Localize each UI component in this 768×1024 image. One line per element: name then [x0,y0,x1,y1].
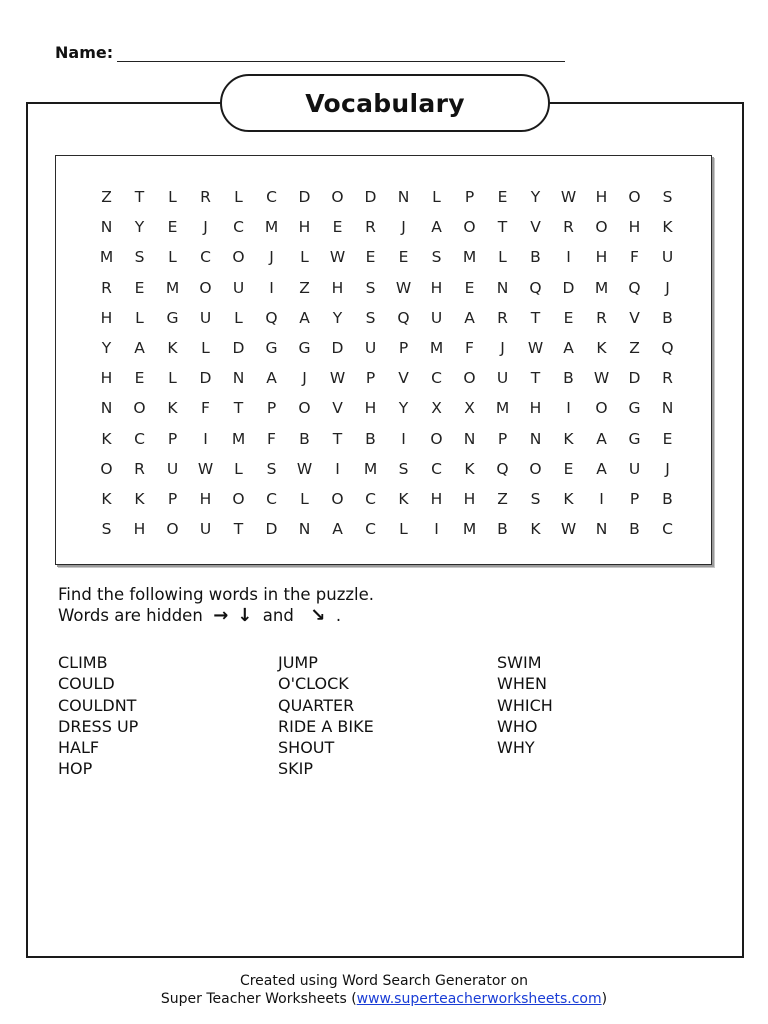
grid-letter: H [430,278,443,297]
page-title: Vocabulary [305,88,465,118]
grid-letter: Y [101,339,112,358]
grid-letter: W [197,459,214,478]
grid-letter: O [166,520,179,539]
grid-letter: E [134,369,145,388]
grid-letter: C [662,520,673,539]
grid-letter: B [497,520,508,539]
word-item: CLIMB [58,653,108,672]
grid-letter: K [101,489,112,508]
grid-letter: S [530,489,541,508]
grid-letter: D [331,339,344,358]
grid-letter: A [299,308,310,327]
grid-letter: M [462,248,477,267]
grid-letter: L [432,188,441,207]
grid-letter: G [166,308,179,327]
grid-letter: H [331,278,344,297]
grid-letter: T [497,218,508,237]
grid-letter: R [596,308,607,327]
grid-letter: O [100,459,113,478]
grid-letter: K [563,489,574,508]
grid-letter: Z [497,489,508,508]
grid-letter: O [232,248,245,267]
grid-letter: R [365,218,376,237]
word-item: WHICH [497,695,553,715]
grid-letter: W [329,369,346,388]
grid-letter: O [331,188,344,207]
grid-letter: N [661,399,674,418]
grid-letter: U [166,459,179,478]
grid-letter: S [365,278,376,297]
grid-letter: W [395,278,412,297]
grid-letter: M [231,429,246,448]
grid-letter: A [431,218,442,237]
grid-letter: S [431,248,442,267]
grid-letter: S [365,308,376,327]
grid-letter: O [430,429,443,448]
grid-letter: T [233,520,244,539]
grid-letter: F [630,248,639,267]
grid-letter: H [628,218,641,237]
grid-letter: A [134,339,145,358]
grid-letter: K [563,429,574,448]
grid-letter: R [101,278,112,297]
grid-letter: Q [661,339,674,358]
word-item: WHY [497,738,535,758]
grid-letter: P [629,489,640,508]
grid-letter: J [500,339,505,358]
grid-letter: K [464,459,475,478]
grid-letter: H [364,399,377,418]
grid-letter: P [464,188,475,207]
word-item: HALF [58,738,100,758]
grid-letter: I [203,429,208,448]
grid-letter: O [331,489,344,508]
grid-letter: B [629,520,640,539]
instructions-and: and [262,606,294,625]
grid-letter: K [101,429,112,448]
grid-letter: H [463,489,476,508]
grid-letter: Q [397,308,410,327]
grid-letter: W [329,248,346,267]
word-item: SHOUT [278,738,335,758]
grid-letter: M [429,339,444,358]
grid-letter: L [135,308,144,327]
grid-letter: L [234,188,243,207]
name-line [55,38,565,62]
arrow-right-icon: → [213,605,229,626]
grid-letter: I [401,429,406,448]
grid-letter: T [530,369,541,388]
grid-letter: H [298,218,311,237]
grid-letter: U [199,520,212,539]
grid-letter: A [332,520,343,539]
grid-letter: L [399,520,408,539]
grid-letter: U [430,308,443,327]
grid-letter: V [398,369,409,388]
grid-letter: L [498,248,507,267]
grid-letter: N [595,520,608,539]
grid-letter: J [401,218,406,237]
word-item: RIDE A BIKE [278,716,374,736]
grid-letter: M [99,248,114,267]
instructions-line-1: Find the following words in the puzzle. [58,585,375,604]
grid-letter: C [431,459,442,478]
grid-letter: C [365,520,376,539]
grid-letter: B [365,429,376,448]
grid-letter: O [298,399,311,418]
grid-letter: E [563,459,574,478]
grid-letter: C [134,429,145,448]
grid-letter: G [298,339,311,358]
grid-letter: R [662,369,673,388]
grid-letter: A [596,429,607,448]
grid-letter: F [201,399,210,418]
grid-letter: I [434,520,439,539]
footer-line-2 [0,990,768,1008]
word-item: O'CLOCK [278,674,349,694]
grid-letter: L [234,459,243,478]
grid-letter: Z [299,278,310,297]
grid-letter: K [662,218,673,237]
word-item: HOP [58,759,93,779]
grid-letter: U [661,248,674,267]
letter-grid [90,182,684,544]
grid-letter: L [201,339,210,358]
grid-letter: L [300,248,309,267]
grid-letter: Q [529,278,542,297]
grid-letter: L [234,308,243,327]
grid-letter: K [167,339,178,358]
grid-letter: B [563,369,574,388]
grid-letter: J [302,369,307,388]
grid-letter: Y [398,399,409,418]
grid-letter: E [497,188,508,207]
grid-letter: V [629,308,640,327]
word-item: JUMP [278,653,318,672]
grid-letter: H [100,369,113,388]
instructions-period: . [335,606,342,625]
grid-letter: T [332,429,343,448]
grid-letter: S [398,459,409,478]
word-item: WHO [497,716,538,736]
grid-letter: O [529,459,542,478]
grid-letter: E [563,308,574,327]
grid-letter: F [267,429,276,448]
grid-letter: W [527,339,544,358]
grid-letter: N [298,520,311,539]
grid-letter: N [529,429,542,448]
grid-letter: W [296,459,313,478]
arrow-down-icon: ↓ [237,605,253,626]
footer-line-1: Created using Word Search Generator on [239,973,529,989]
grid-letter: D [298,188,311,207]
footer [0,972,768,1008]
grid-letter: N [463,429,476,448]
grid-letter: C [266,489,277,508]
grid-letter: C [233,218,244,237]
grid-letter: M [495,399,510,418]
grid-letter: S [266,459,277,478]
grid-letter: E [662,429,673,448]
grid-letter: N [232,369,245,388]
grid-letter: L [168,188,177,207]
grid-letter: H [529,399,542,418]
grid-letter: P [266,399,277,418]
grid-letter: Q [496,459,509,478]
footer-link[interactable]: www.superteacherworksheets.com [356,991,602,1007]
grid-letter: T [530,308,541,327]
word-item: COULDNT [58,695,137,715]
grid-letter: P [365,369,376,388]
grid-letter: G [628,429,641,448]
grid-letter: D [232,339,245,358]
grid-letter: D [628,369,641,388]
grid-letter: Z [101,188,112,207]
grid-letter: M [264,218,279,237]
grid-letter: R [134,459,145,478]
grid-letter: B [662,489,673,508]
grid-letter: E [167,218,178,237]
grid-letter: O [232,489,245,508]
grid-letter: N [496,278,509,297]
grid-letter: C [431,369,442,388]
grid-letter: H [199,489,212,508]
grid-letter: U [496,369,509,388]
word-list-column-3 [497,652,553,758]
grid-letter: H [430,489,443,508]
grid-letter: U [232,278,245,297]
word-item: DRESS UP [58,716,139,736]
grid-letter: D [562,278,575,297]
grid-letter: H [595,188,608,207]
grid-letter: N [397,188,410,207]
grid-letter: O [595,218,608,237]
instructions-prefix: Words are hidden [58,606,203,625]
grid-letter: I [566,248,571,267]
grid-letter: V [332,399,343,418]
grid-letter: O [463,369,476,388]
grid-letter: O [133,399,146,418]
grid-letter: D [199,369,212,388]
grid-letter: C [266,188,277,207]
grid-letter: A [596,459,607,478]
grid-letter: P [398,339,409,358]
grid-letter: K [596,339,607,358]
grid-letter: C [365,489,376,508]
grid-letter: C [200,248,211,267]
grid-letter: N [100,218,113,237]
grid-letter: M [462,520,477,539]
grid-letter: B [530,248,541,267]
grid-letter: U [364,339,377,358]
grid-letter: M [594,278,609,297]
grid-letter: S [101,520,112,539]
grid-letter: Y [530,188,541,207]
grid-letter: G [265,339,278,358]
grid-letter: F [465,339,474,358]
grid-letter: M [165,278,180,297]
footer-prefix: Super Teacher Worksheets ( [160,991,357,1007]
grid-letter: I [335,459,340,478]
word-list-column-2 [278,652,374,780]
grid-letter: M [363,459,378,478]
grid-letter: S [662,188,673,207]
grid-letter: B [662,308,673,327]
grid-letter: X [464,399,475,418]
grid-letter: W [560,520,577,539]
arrow-diagonal-icon: ↘ [310,605,326,626]
grid-letter: S [134,248,145,267]
title-banner [220,74,550,132]
grid-letter: H [595,248,608,267]
grid-letter: K [530,520,541,539]
grid-letter: A [563,339,574,358]
name-underline [117,47,565,62]
grid-letter: U [199,308,212,327]
grid-letter: I [599,489,604,508]
grid-letter: R [563,218,574,237]
grid-letter: O [595,399,608,418]
grid-letter: B [299,429,310,448]
puzzle-box [55,155,712,565]
grid-letter: A [266,369,277,388]
grid-letter: K [398,489,409,508]
footer-suffix: ) [601,991,608,1007]
word-item: SKIP [278,759,314,779]
grid-letter: D [265,520,278,539]
grid-letter: Q [265,308,278,327]
grid-letter: D [364,188,377,207]
grid-letter: R [200,188,211,207]
grid-letter: P [497,429,508,448]
grid-letter: W [560,188,577,207]
grid-letter: Q [628,278,641,297]
grid-letter: E [365,248,376,267]
grid-letter: J [665,459,670,478]
instructions [58,584,374,626]
word-item: SWIM [497,653,542,672]
word-item: QUARTER [278,695,355,715]
grid-letter: H [133,520,146,539]
grid-letter: R [497,308,508,327]
grid-letter: X [431,399,442,418]
grid-letter: E [134,278,145,297]
grid-letter: U [628,459,641,478]
grid-letter: J [203,218,208,237]
word-item: WHEN [497,674,547,694]
grid-letter: L [168,248,177,267]
grid-letter: O [628,188,641,207]
grid-letter: V [530,218,541,237]
grid-letter: Z [629,339,640,358]
grid-letter: L [168,369,177,388]
grid-letter: L [300,489,309,508]
grid-letter: J [665,278,670,297]
grid-letter: O [199,278,212,297]
grid-letter: T [134,188,145,207]
grid-letter: H [100,308,113,327]
grid-letter: I [566,399,571,418]
grid-letter: T [233,399,244,418]
grid-letter: E [398,248,409,267]
name-label: Name: [55,43,114,62]
grid-letter: P [167,489,178,508]
grid-letter: J [269,248,274,267]
grid-letter: O [463,218,476,237]
grid-letter: W [593,369,610,388]
grid-letter: A [464,308,475,327]
grid-letter: K [134,489,145,508]
word-list-column-1 [58,652,138,780]
grid-letter: N [100,399,113,418]
grid-letter: I [269,278,274,297]
grid-letter: E [464,278,475,297]
grid-letter: K [167,399,178,418]
grid-letter: G [628,399,641,418]
grid-letter: E [332,218,343,237]
word-item: COULD [58,674,115,694]
grid-letter: Y [134,218,145,237]
grid-letter: P [167,429,178,448]
grid-letter: Y [332,308,343,327]
instructions-line-2 [58,605,374,626]
